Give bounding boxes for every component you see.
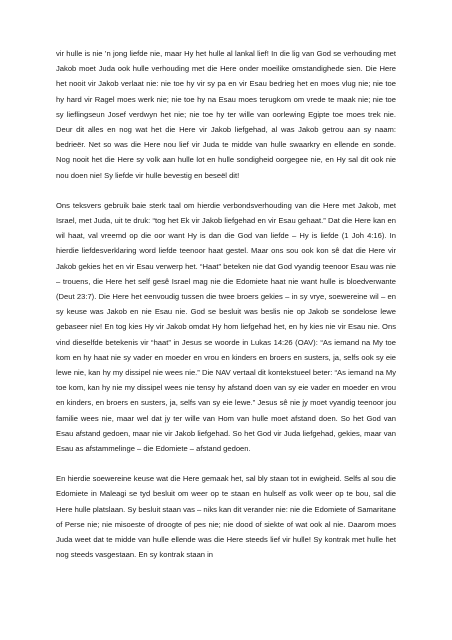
paragraph-2: Ons teksvers gebruik baie sterk taal om hierdie verbondsverhouding van die Here met Jakob, met Israel, met Juda, uit te druk: “tog het Ek vir Jakob liefgehad en vir Esau gehaat.” Dat die Here kan en wil haat, val vreemd op die oor want Hy is dan die God van liefde – Hy is liefde (1 Joh 4:16). In hierdie liefdesverklaring word liefde teenoor haat gestel. Maar ons sou ook kon sê dat die Here vir Jakob gekies het en vir Esau verwerp het. “Haat” beteken nie dat God vyandig teenoor Esau was nie – trouens, die Here het self gesê Israel mag nie die Edomiete haat nie want hulle is bloedverwante (Deut 23:7). Die Here het eenvoudig tussen die twee broers gekies – in sy vrye, soewereine wil – en sy keuse was Jakob en nie Esau nie. God se besluit was beslis nie op Jakob se sondelose lewe gebaseer nie! En tog kies Hy vir Jakob omdat Hy hom liefgehad het, en hy kies nie vir Esau nie. Ons vind dieselfde betekenis vir “haat” in Jesus se woorde in Lukas 14:26 (OAV): “As iemand na My toe kom en hy haat nie sy vader en moeder en vrou en kinders en broers en susters, ja, selfs ook sy eie lewe nie, kan hy my dissipel nie wees nie.” Die NAV vertaal dit kontekstueel beter: “As iemand na My toe kom, kan hy nie my dissipel wees nie tensy hy afstand doen van sy eie vader en moeder en vrou en kinders, en broers en susters, ja, selfs van sy eie lewe.” Jesus sê nie jy moet vyandig teenoor jou familie wees nie, maar wel dat jy ter wille van Hom van hulle moet afstand doen. So het God van Esau afstand gedoen, maar nie vir Jakob liefgehad. So het God vir Juda liefgehad, gekies, maar van Esau as afstammelinge – die Edomiete – afstand gedoen. [56, 200, 396, 454]
paragraph-1: vir hulle is nie ’n jong liefde nie, maar Hy het hulle al lankal lief! In die lig van God se verhouding met Jakob moet Juda ook hulle verhouding met die Here onder moeilike omstandighede sien. Die Here het nooit vir Jakob verlaat nie: nie toe hy vir sy pa en vir Esau bedrieg het en moes vlug nie; nie toe hy hard vir Ragel moes werk nie; nie toe hy na Esau moes terugkom om vrede te maak nie; nie toe sy lieflingseun Josef verdwyn het nie; nie toe hy ter wille van oorlewing Egipte toe moes trek nie. Deur dit alles en nog wat het die Here vir Jakob liefgehad, al was Jakob getrou aan sy naam: bedrieër. Net so was die Here nou lief vir Juda te midde van hulle swaarkry en ellende en sonde. Nog nooit het die Here sy volk aan hulle lot en hulle sondigheid oorgegee nie, en Hy sal dit ook nie nou doen nie! Sy liefde vir hulle bevestig en beseël dit! [56, 49, 396, 180]
paragraph-3: En hierdie soewereine keuse wat die Here gemaak het, sal bly staan tot in ewigheid. Selfs al sou die Edomiete in Maleagi se tyd besluit om weer op te staan en hulself as volk weer op te bou, sal die Here hulle platslaan. Sy besluit staan vas – niks kan dit verander nie: nie die Edomiete of Samaritane of Perse nie; nie misoeste of droogte of pes nie; nie dood of siekte of wat ook al nie. Daarom moes Juda weet dat te midde van hulle ellende was die Here steeds lief vir hulle! Sy kontrak met hulle het nog steeds vasgestaan. En sy kontrak staan in [56, 474, 396, 560]
page-body [56, 46, 396, 563]
